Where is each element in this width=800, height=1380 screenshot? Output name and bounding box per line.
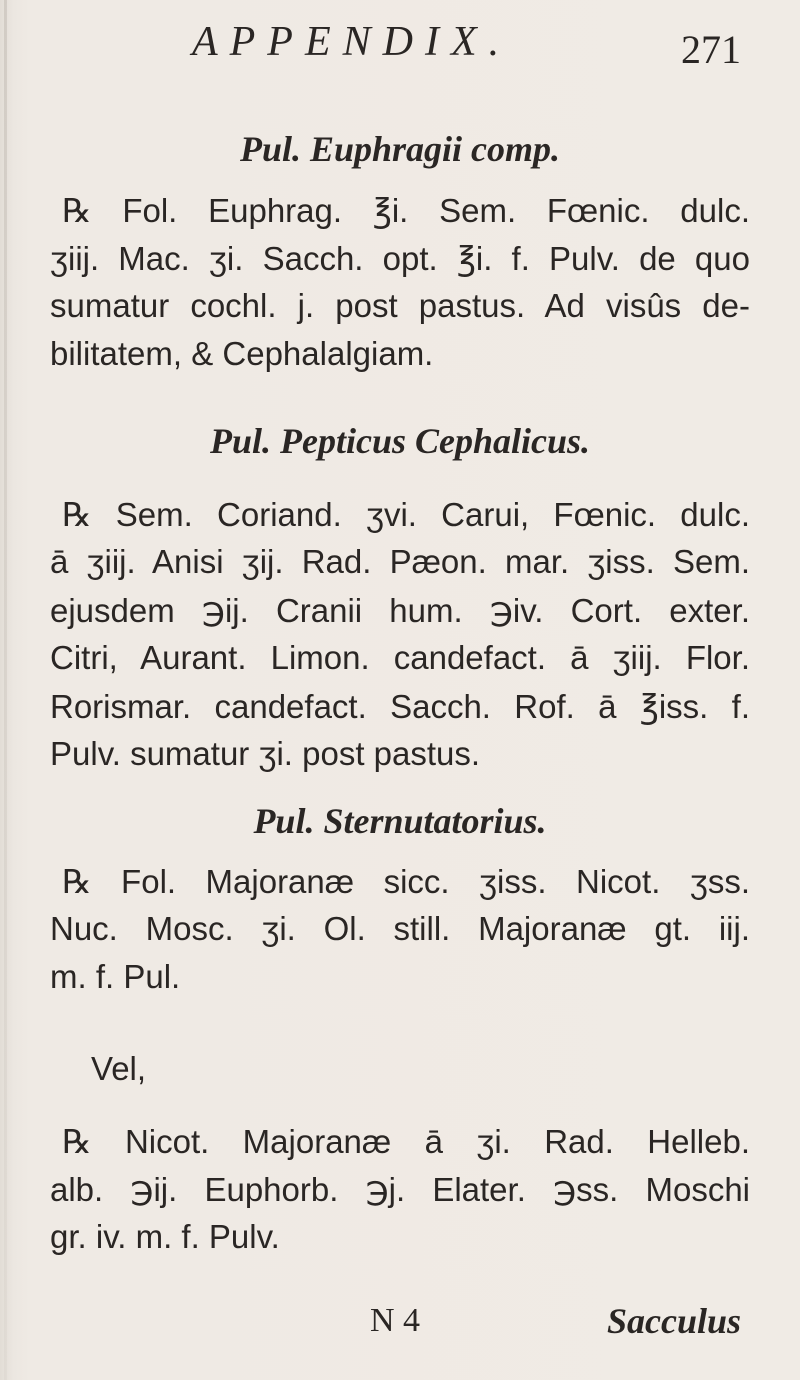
running-head-title: APPENDIX. (192, 19, 512, 65)
recipe-line: bilitatem, & Cephalalgiam. (50, 335, 434, 372)
recipe-line: gr. iv. m. f. Pulv. (50, 1218, 280, 1255)
recipe-line: ā ʒiij. Anisi ʒij. Rad. Pæon. mar. ʒiss. Sem. (50, 543, 750, 580)
recipe-line: ℞ Fol. Majoranæ sicc. ʒiss. Nicot. ʒss. (62, 863, 750, 900)
alternative-label: Vel, (91, 1050, 147, 1087)
section-heading-pepticus: Pul. Pepticus Cephalicus. (209, 421, 591, 461)
running-head (0, 14, 800, 74)
recipe-line: ℞ Sem. Coriand. ʒvi. Carui, Fœnic. dulc. (62, 496, 750, 533)
recipe-line: Rorismar. candefact. Sacch. Rof. ā ℥iss. f. (50, 688, 750, 725)
gutter-shadow (4, 0, 7, 1380)
section-heading-euphragii: Pul. Euphragii comp. (239, 129, 561, 169)
signature-mark: N 4 (370, 1302, 421, 1339)
recipe-line: sumatur cochl. j. post pastus. Ad visûs de- (50, 287, 750, 324)
recipe-line: Citri, Aurant. Limon. candefact. ā ʒiij. Flor. (50, 639, 750, 676)
section-heading-sternutatorius: Pul. Sternutatorius. (253, 801, 547, 841)
recipe-line: m. f. Pul. (50, 958, 181, 995)
recipe-line: Nuc. Mosc. ʒi. Ol. still. Majoranæ gt. iij. (50, 910, 750, 947)
recipe-line: ʒiij. Mac. ʒi. Sacch. opt. ℥i. f. Pulv. de quo (50, 240, 750, 277)
recipe-line: Pulv. sumatur ʒi. post pastus. (50, 735, 481, 772)
recipe-line: ejusdem ℈ij. Cranii hum. ℈iv. Cort. exter. (50, 592, 750, 629)
recipe-line: alb. ℈ij. Euphorb. ℈j. Elater. ℈ss. Moschi (50, 1171, 750, 1208)
recipe-line: ℞ Nicot. Majoranæ ā ʒi. Rad. Helleb. (62, 1123, 750, 1160)
page-number: 271 (681, 27, 741, 72)
recipe-line: ℞ Fol. Euphrag. ℥i. Sem. Fœnic. dulc. (62, 192, 750, 229)
catchword: Sacculus (607, 1301, 742, 1341)
